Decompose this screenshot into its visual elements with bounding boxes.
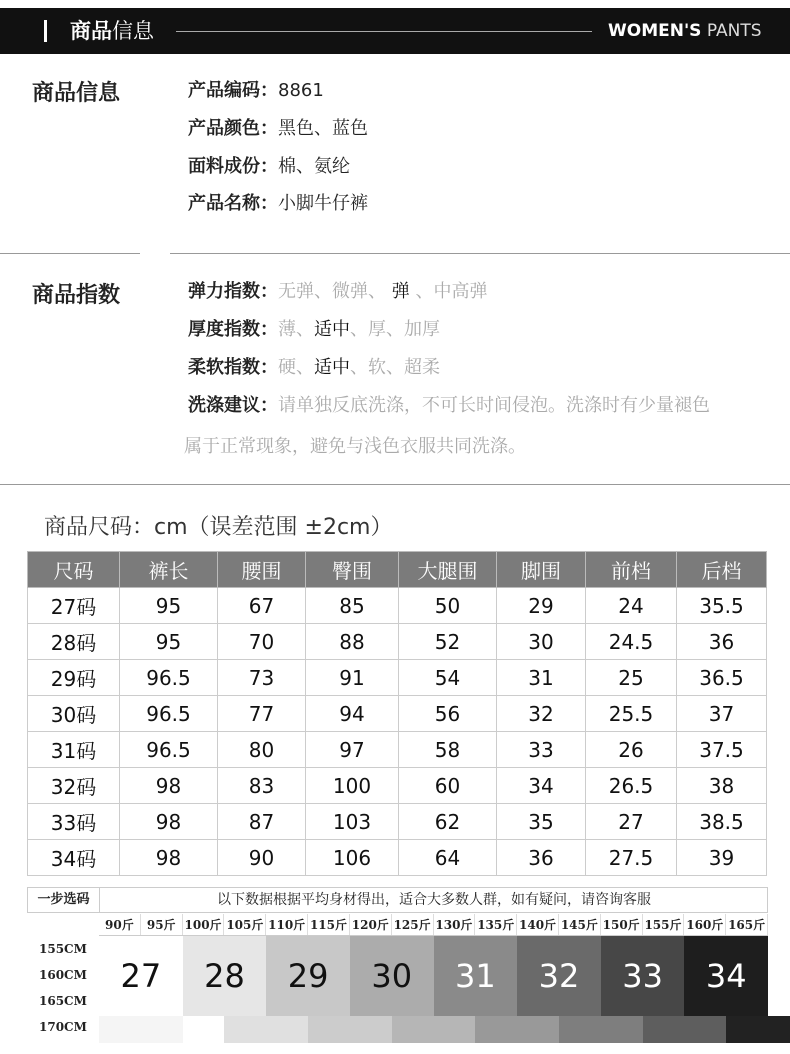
size-block-base — [643, 1016, 727, 1043]
table-cell: 98 — [120, 768, 218, 804]
table-row — [28, 804, 767, 840]
table-cell: 37.5 — [677, 732, 767, 768]
table-cell: 106 — [306, 840, 399, 876]
divider — [170, 253, 790, 254]
table-cell: 64 — [399, 840, 497, 876]
table-cell: 29码 — [28, 660, 120, 696]
column-header: 脚围 — [497, 552, 586, 588]
weight-label: 130斤 — [434, 914, 476, 935]
table-cell: 32 — [497, 696, 586, 732]
table-cell: 34 — [497, 768, 586, 804]
weight-label: 100斤 — [183, 914, 225, 935]
softness-index: 柔软指数：硬、适中、软、超柔 — [188, 357, 440, 378]
table-row — [28, 660, 767, 696]
weight-label: 125斤 — [392, 914, 434, 935]
table-cell: 33码 — [28, 804, 120, 840]
info-name: 产品名称：小脚牛仔裤 — [188, 193, 368, 214]
info-fabric: 面料成份：棉、氨纶 — [188, 156, 350, 177]
weight-label: 140斤 — [517, 914, 559, 935]
divider — [0, 484, 790, 485]
size-chart-title: 商品尺码：cm（误差范围 ±2cm） — [44, 515, 393, 540]
table-cell: 87 — [218, 804, 306, 840]
table-cell: 25 — [586, 660, 677, 696]
table-cell: 33 — [497, 732, 586, 768]
weight-label: 145斤 — [559, 914, 601, 935]
table-cell: 50 — [399, 588, 497, 624]
column-header: 大腿围 — [399, 552, 497, 588]
table-cell: 88 — [306, 624, 399, 660]
height-label: 160CM — [39, 968, 87, 982]
column-header: 尺码 — [28, 552, 120, 588]
size-block-28[interactable]: 28 — [183, 936, 267, 1016]
weight-label: 160斤 — [684, 914, 726, 935]
product-info-heading: 商品信息 — [32, 81, 121, 106]
size-block-30[interactable]: 30 — [350, 936, 434, 1016]
weight-row — [99, 914, 768, 936]
thickness-index: 厚度指数：薄、适中、厚、加厚 — [188, 319, 440, 340]
weight-label: 90斤 — [99, 914, 141, 935]
elasticity-index: 弹力指数：无弹、微弹、 弹 、中高弹 — [188, 281, 488, 302]
table-cell: 85 — [306, 588, 399, 624]
table-cell: 77 — [218, 696, 306, 732]
table-cell: 67 — [218, 588, 306, 624]
size-block-base — [224, 1016, 308, 1043]
table-cell: 36 — [677, 624, 767, 660]
table-cell: 96.5 — [120, 696, 218, 732]
info-code: 产品编码：8861 — [188, 80, 324, 101]
header-english: WOMEN'S PANTS — [608, 21, 762, 41]
table-cell: 30码 — [28, 696, 120, 732]
size-block-base — [99, 1016, 183, 1043]
table-cell: 96.5 — [120, 732, 218, 768]
table-cell: 98 — [120, 804, 218, 840]
weight-label: 150斤 — [601, 914, 643, 935]
weight-label: 135斤 — [475, 914, 517, 935]
size-block-base — [726, 1016, 790, 1043]
table-cell: 35 — [497, 804, 586, 840]
table-cell: 25.5 — [586, 696, 677, 732]
table-cell: 32码 — [28, 768, 120, 804]
table-cell: 73 — [218, 660, 306, 696]
table-cell: 97 — [306, 732, 399, 768]
table-cell: 31码 — [28, 732, 120, 768]
table-cell: 96.5 — [120, 660, 218, 696]
size-block-34[interactable]: 34 — [684, 936, 768, 1016]
size-block-base — [308, 1016, 392, 1043]
table-cell: 37 — [677, 696, 767, 732]
size-block-base — [559, 1016, 643, 1043]
height-label: 165CM — [39, 994, 87, 1008]
table-cell: 27 — [586, 804, 677, 840]
column-header: 后档 — [677, 552, 767, 588]
column-header: 裤长 — [120, 552, 218, 588]
table-cell: 39 — [677, 840, 767, 876]
table-cell: 35.5 — [677, 588, 767, 624]
table-cell: 27码 — [28, 588, 120, 624]
size-table-header — [28, 552, 767, 588]
size-selector-header — [27, 887, 768, 913]
weight-label: 110斤 — [266, 914, 308, 935]
header-divider — [44, 20, 47, 42]
column-header: 臀围 — [306, 552, 399, 588]
table-cell: 58 — [399, 732, 497, 768]
table-cell: 36 — [497, 840, 586, 876]
table-cell: 26.5 — [586, 768, 677, 804]
table-cell: 95 — [120, 624, 218, 660]
table-row — [28, 696, 767, 732]
header-line — [176, 31, 592, 32]
weight-label: 155斤 — [643, 914, 685, 935]
table-cell: 34码 — [28, 840, 120, 876]
size-block-31[interactable]: 31 — [434, 936, 518, 1016]
height-column — [27, 936, 99, 1043]
table-cell: 26 — [586, 732, 677, 768]
table-cell: 24 — [586, 588, 677, 624]
weight-label: 165斤 — [726, 914, 768, 935]
size-block-32[interactable]: 32 — [517, 936, 601, 1016]
weight-label: 120斤 — [350, 914, 392, 935]
size-block-27[interactable]: 27 — [99, 936, 183, 1016]
product-index-heading: 商品指数 — [32, 283, 121, 308]
weight-label: 115斤 — [308, 914, 350, 935]
table-cell: 24.5 — [586, 624, 677, 660]
table-cell: 52 — [399, 624, 497, 660]
washing-advice-line2: 属于正常现象，避免与浅色衣服共同洗涤。 — [184, 436, 526, 457]
height-label: 155CM — [39, 942, 87, 956]
washing-advice: 洗涤建议：请单独反底洗涤，不可长时间侵泡。洗涤时有少量褪色 — [188, 395, 710, 416]
table-row — [28, 840, 767, 876]
table-cell: 83 — [218, 768, 306, 804]
column-header: 前档 — [586, 552, 677, 588]
table-cell: 70 — [218, 624, 306, 660]
table-cell: 27.5 — [586, 840, 677, 876]
table-row — [28, 588, 767, 624]
size-selector-label: 一步选码 — [28, 888, 100, 912]
height-label: 170CM — [39, 1020, 87, 1034]
table-row — [28, 768, 767, 804]
column-header: 腰围 — [218, 552, 306, 588]
table-cell: 29 — [497, 588, 586, 624]
header-bar — [0, 8, 790, 54]
size-block-33[interactable]: 33 — [601, 936, 685, 1016]
table-cell: 91 — [306, 660, 399, 696]
table-cell: 60 — [399, 768, 497, 804]
weight-label: 105斤 — [224, 914, 266, 935]
table-cell: 56 — [399, 696, 497, 732]
table-cell: 31 — [497, 660, 586, 696]
table-cell: 62 — [399, 804, 497, 840]
size-block-29[interactable]: 29 — [266, 936, 350, 1016]
table-cell: 100 — [306, 768, 399, 804]
table-row — [28, 732, 767, 768]
size-table — [27, 551, 767, 876]
size-selector-note: 以下数据根据平均身材得出，适合大多数人群，如有疑问，请咨询客服 — [217, 892, 651, 908]
info-color: 产品颜色：黑色、蓝色 — [188, 118, 368, 139]
table-cell: 38 — [677, 768, 767, 804]
table-cell: 94 — [306, 696, 399, 732]
table-cell: 30 — [497, 624, 586, 660]
size-block-base — [392, 1016, 476, 1043]
size-selector — [27, 887, 768, 1043]
header-title: 商品信息 — [70, 19, 154, 43]
table-row — [28, 624, 767, 660]
table-cell: 98 — [120, 840, 218, 876]
divider — [0, 253, 140, 254]
table-cell: 80 — [218, 732, 306, 768]
table-cell: 103 — [306, 804, 399, 840]
size-block-base — [475, 1016, 559, 1043]
table-cell: 38.5 — [677, 804, 767, 840]
table-cell: 95 — [120, 588, 218, 624]
table-cell: 36.5 — [677, 660, 767, 696]
table-cell: 90 — [218, 840, 306, 876]
table-cell: 28码 — [28, 624, 120, 660]
table-cell: 54 — [399, 660, 497, 696]
weight-label: 95斤 — [141, 914, 183, 935]
